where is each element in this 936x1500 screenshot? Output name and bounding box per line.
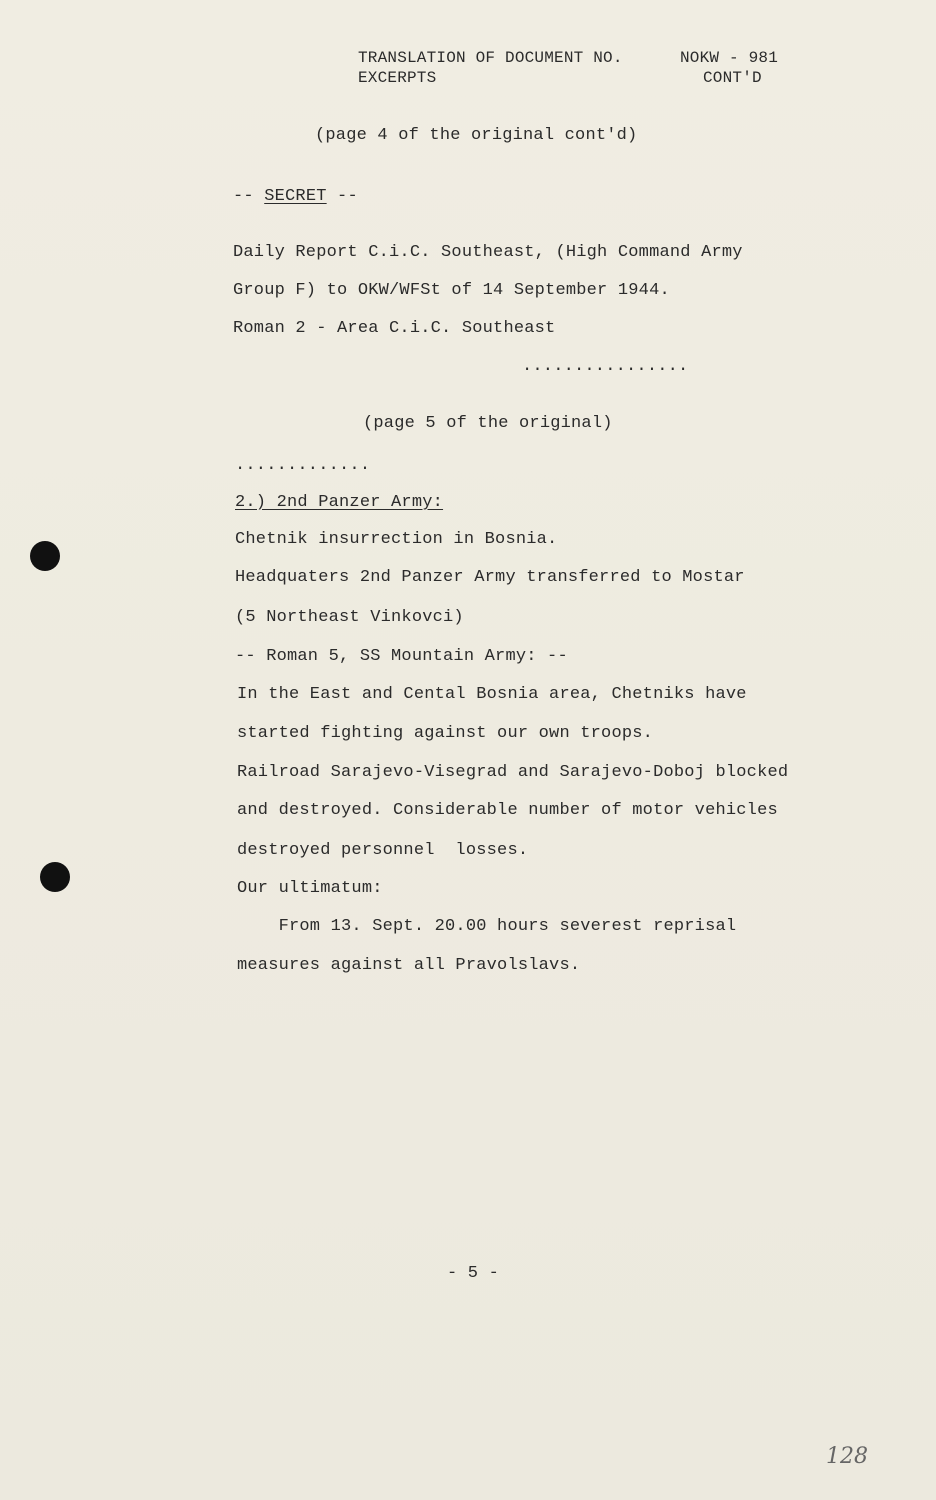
classification-word: SECRET: [264, 187, 327, 206]
body-line: Railroad Sarajevo-Visegrad and Sarajevo-Doboj blocked: [237, 763, 789, 782]
page4-note: (page 4 of the original cont'd): [315, 126, 638, 145]
page-number: - 5 -: [447, 1264, 500, 1283]
header-title: TRANSLATION OF DOCUMENT NO.: [358, 49, 623, 67]
report-line: Roman 2 - Area C.i.C. Southeast: [233, 319, 556, 338]
body-line: measures against all Pravolslavs.: [237, 956, 581, 975]
ellipsis-separator: ................: [522, 357, 689, 376]
body-line: Our ultimatum:: [237, 879, 383, 898]
header-excerpts: EXCERPTS: [358, 69, 437, 87]
body-line: -- Roman 5, SS Mountain Army: --: [235, 647, 568, 666]
report-line: Daily Report C.i.C. Southeast, (High Command Army: [233, 243, 743, 262]
body-line: started fighting against our own troops.: [237, 724, 654, 743]
punch-hole-top: [30, 541, 60, 571]
body-line: destroyed personnel losses.: [237, 841, 529, 860]
classification-marking: [233, 187, 358, 207]
body-line: (5 Northeast Vinkovci): [235, 608, 464, 627]
body-line: Headquaters 2nd Panzer Army transferred to Mostar: [235, 568, 745, 587]
ellipsis-separator: .............: [235, 456, 371, 475]
handwritten-page-number: 128: [826, 1444, 868, 1469]
punch-hole-bottom: [40, 862, 70, 892]
body-line: In the East and Cental Bosnia area, Chetniks have: [237, 685, 747, 704]
classification-suffix: --: [326, 187, 358, 206]
classification-prefix: --: [233, 187, 265, 206]
body-line: and destroyed. Considerable number of motor vehicles: [237, 801, 778, 820]
body-line: From 13. Sept. 20.00 hours severest reprisal: [237, 917, 737, 936]
report-line: Group F) to OKW/WFSt of 14 September 1944.: [233, 281, 670, 300]
page5-note: (page 5 of the original): [363, 414, 613, 433]
section-heading: 2.) 2nd Panzer Army:: [235, 493, 444, 512]
body-line: Chetnik insurrection in Bosnia.: [235, 530, 558, 549]
header-contd: CONT'D: [703, 69, 762, 87]
header-document-number: NOKW - 981: [680, 49, 779, 67]
